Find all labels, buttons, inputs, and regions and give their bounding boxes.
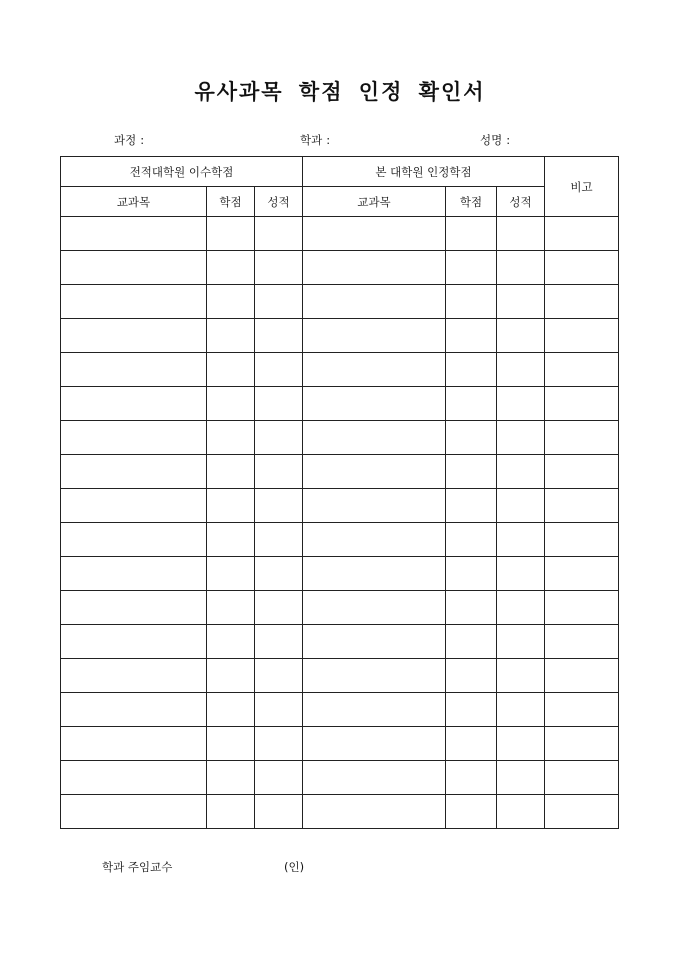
table-row: [61, 319, 619, 353]
cur-subject-cell[interactable]: [303, 217, 446, 251]
cur-subject-cell[interactable]: [303, 591, 446, 625]
prev-subject-cell[interactable]: [61, 761, 207, 795]
prev-subject-cell[interactable]: [61, 489, 207, 523]
prev-credit-cell[interactable]: [207, 795, 255, 829]
cur-credit-cell[interactable]: [446, 693, 497, 727]
cur-credit-cell[interactable]: [446, 727, 497, 761]
cur-grade-cell[interactable]: [497, 217, 545, 251]
cur-grade-cell[interactable]: [497, 761, 545, 795]
prev-grade-cell[interactable]: [255, 659, 303, 693]
table-row: [61, 625, 619, 659]
department-colon: :: [326, 133, 331, 147]
prev-grade-cell[interactable]: [255, 591, 303, 625]
cur-grade-cell[interactable]: [497, 625, 545, 659]
table-row: [61, 523, 619, 557]
prev-grade-cell[interactable]: [255, 353, 303, 387]
prev-subject-cell[interactable]: [61, 557, 207, 591]
cur-grade-cell[interactable]: [497, 387, 545, 421]
table-row: [61, 251, 619, 285]
remarks-cell[interactable]: [545, 693, 619, 727]
cur-credit-cell[interactable]: [446, 659, 497, 693]
course-label: 과정: [114, 133, 137, 147]
course-field: [114, 132, 144, 148]
remarks-cell[interactable]: [545, 557, 619, 591]
prev-grade-cell[interactable]: [255, 285, 303, 319]
prev-grade-cell[interactable]: [255, 625, 303, 659]
prev-grade-cell[interactable]: [255, 795, 303, 829]
prev-credit-cell[interactable]: [207, 353, 255, 387]
prev-grade-cell[interactable]: [255, 387, 303, 421]
prev-subject-cell[interactable]: [61, 217, 207, 251]
prev-credit-cell[interactable]: [207, 625, 255, 659]
prev-grade-cell[interactable]: [255, 421, 303, 455]
prev-grade-cell[interactable]: [255, 217, 303, 251]
table-row: [61, 761, 619, 795]
cur-grade-cell[interactable]: [497, 659, 545, 693]
table-row: [61, 795, 619, 829]
prev-subject-cell[interactable]: [61, 693, 207, 727]
cur-grade-cell[interactable]: [497, 251, 545, 285]
remarks-cell[interactable]: [545, 285, 619, 319]
prev-credit-cell[interactable]: [207, 659, 255, 693]
prev-subject-cell[interactable]: [61, 387, 207, 421]
document-title: 유사과목 학점 인정 확인서: [194, 79, 486, 104]
cur-credit-cell[interactable]: [446, 795, 497, 829]
current-subject-header: 교과목: [303, 187, 446, 217]
prev-credit-cell[interactable]: [207, 557, 255, 591]
table-row: [61, 591, 619, 625]
cur-subject-cell[interactable]: [303, 387, 446, 421]
prev-subject-cell[interactable]: [61, 319, 207, 353]
table-body: [61, 217, 619, 829]
prev-grade-cell[interactable]: [255, 693, 303, 727]
prev-subject-cell[interactable]: [61, 353, 207, 387]
prev-credit-cell[interactable]: [207, 761, 255, 795]
cur-subject-cell[interactable]: [303, 795, 446, 829]
prev-credit-cell[interactable]: [207, 693, 255, 727]
prev-grade-cell[interactable]: [255, 455, 303, 489]
cur-credit-cell[interactable]: [446, 421, 497, 455]
cur-grade-cell[interactable]: [497, 489, 545, 523]
credit-table: [60, 156, 619, 829]
remarks-cell[interactable]: [545, 727, 619, 761]
table-row: [61, 353, 619, 387]
prev-subject-cell[interactable]: [61, 659, 207, 693]
prev-subject-cell[interactable]: [61, 251, 207, 285]
remarks-cell[interactable]: [545, 421, 619, 455]
table-row: [61, 217, 619, 251]
cur-subject-cell[interactable]: [303, 557, 446, 591]
current-grade-header: 성적: [497, 187, 545, 217]
current-credit-header: 학점: [446, 187, 497, 217]
remarks-cell[interactable]: [545, 659, 619, 693]
cur-credit-cell[interactable]: [446, 625, 497, 659]
remarks-cell[interactable]: [545, 217, 619, 251]
department-label: 학과: [300, 133, 323, 147]
prev-credit-cell[interactable]: [207, 319, 255, 353]
cur-subject-cell[interactable]: [303, 523, 446, 557]
table-row: [61, 659, 619, 693]
prev-credit-cell[interactable]: [207, 523, 255, 557]
cur-subject-cell[interactable]: [303, 421, 446, 455]
cur-subject-cell[interactable]: [303, 659, 446, 693]
prev-subject-cell[interactable]: [61, 285, 207, 319]
cur-credit-cell[interactable]: [446, 523, 497, 557]
remarks-cell[interactable]: [545, 387, 619, 421]
prev-grade-cell[interactable]: [255, 557, 303, 591]
department-field: [300, 132, 330, 148]
prev-credit-cell[interactable]: [207, 251, 255, 285]
cur-grade-cell[interactable]: [497, 455, 545, 489]
previous-credit-header: 학점: [207, 187, 255, 217]
cur-credit-cell[interactable]: [446, 319, 497, 353]
current-school-header: 본 대학원 인정학점: [303, 157, 545, 187]
remarks-cell[interactable]: [545, 761, 619, 795]
remarks-cell[interactable]: [545, 319, 619, 353]
cur-grade-cell[interactable]: [497, 693, 545, 727]
prev-grade-cell[interactable]: [255, 251, 303, 285]
table-row: [61, 727, 619, 761]
cur-subject-cell[interactable]: [303, 319, 446, 353]
prev-credit-cell[interactable]: [207, 387, 255, 421]
remarks-cell[interactable]: [545, 523, 619, 557]
cur-grade-cell[interactable]: [497, 523, 545, 557]
table-row: [61, 489, 619, 523]
cur-subject-cell[interactable]: [303, 489, 446, 523]
column-header-row: [61, 187, 619, 217]
prev-grade-cell[interactable]: [255, 319, 303, 353]
cur-grade-cell[interactable]: [497, 727, 545, 761]
cur-grade-cell[interactable]: [497, 421, 545, 455]
prev-grade-cell[interactable]: [255, 727, 303, 761]
prev-subject-cell[interactable]: [61, 421, 207, 455]
professor-label: 학과 주임교수: [102, 860, 173, 874]
remarks-cell[interactable]: [545, 251, 619, 285]
table-row: [61, 557, 619, 591]
cur-credit-cell[interactable]: [446, 353, 497, 387]
previous-school-header: 전적대학원 이수학점: [61, 157, 303, 187]
cur-subject-cell[interactable]: [303, 625, 446, 659]
seal-label: (인): [284, 860, 305, 874]
prev-subject-cell[interactable]: [61, 523, 207, 557]
name-colon: :: [506, 133, 511, 147]
remarks-cell[interactable]: [545, 455, 619, 489]
previous-grade-header: 성적: [255, 187, 303, 217]
prev-subject-cell[interactable]: [61, 591, 207, 625]
cur-grade-cell[interactable]: [497, 557, 545, 591]
name-field: [480, 132, 510, 148]
course-colon: :: [140, 133, 145, 147]
cur-grade-cell[interactable]: [497, 319, 545, 353]
table-row: [61, 387, 619, 421]
cur-credit-cell[interactable]: [446, 455, 497, 489]
table-row: [61, 421, 619, 455]
cur-grade-cell[interactable]: [497, 353, 545, 387]
prev-grade-cell[interactable]: [255, 761, 303, 795]
cur-credit-cell[interactable]: [446, 285, 497, 319]
group-header-row: [61, 157, 619, 187]
cur-credit-cell[interactable]: [446, 387, 497, 421]
table-row: [61, 285, 619, 319]
remarks-cell[interactable]: [545, 591, 619, 625]
previous-subject-header: 교과목: [61, 187, 207, 217]
remarks-header: 비고: [545, 157, 619, 217]
table-row: [61, 455, 619, 489]
prev-subject-cell[interactable]: [61, 727, 207, 761]
cur-subject-cell[interactable]: [303, 727, 446, 761]
cur-subject-cell[interactable]: [303, 353, 446, 387]
prev-grade-cell[interactable]: [255, 489, 303, 523]
cur-credit-cell[interactable]: [446, 761, 497, 795]
remarks-cell[interactable]: [545, 625, 619, 659]
cur-credit-cell[interactable]: [446, 591, 497, 625]
prev-subject-cell[interactable]: [61, 625, 207, 659]
cur-subject-cell[interactable]: [303, 251, 446, 285]
cur-grade-cell[interactable]: [497, 591, 545, 625]
cur-grade-cell[interactable]: [497, 285, 545, 319]
prev-credit-cell[interactable]: [207, 489, 255, 523]
remarks-cell[interactable]: [545, 795, 619, 829]
prev-subject-cell[interactable]: [61, 455, 207, 489]
cur-subject-cell[interactable]: [303, 455, 446, 489]
prev-credit-cell[interactable]: [207, 727, 255, 761]
prev-credit-cell[interactable]: [207, 591, 255, 625]
table-row: [61, 693, 619, 727]
name-label: 성명: [480, 133, 503, 147]
cur-credit-cell[interactable]: [446, 251, 497, 285]
cur-subject-cell[interactable]: [303, 285, 446, 319]
remarks-cell[interactable]: [545, 353, 619, 387]
cur-subject-cell[interactable]: [303, 761, 446, 795]
cur-grade-cell[interactable]: [497, 795, 545, 829]
cur-credit-cell[interactable]: [446, 217, 497, 251]
prev-credit-cell[interactable]: [207, 285, 255, 319]
prev-subject-cell[interactable]: [61, 795, 207, 829]
cur-credit-cell[interactable]: [446, 489, 497, 523]
prev-grade-cell[interactable]: [255, 523, 303, 557]
prev-credit-cell[interactable]: [207, 455, 255, 489]
prev-credit-cell[interactable]: [207, 217, 255, 251]
cur-credit-cell[interactable]: [446, 557, 497, 591]
prev-credit-cell[interactable]: [207, 421, 255, 455]
cur-subject-cell[interactable]: [303, 693, 446, 727]
remarks-cell[interactable]: [545, 489, 619, 523]
